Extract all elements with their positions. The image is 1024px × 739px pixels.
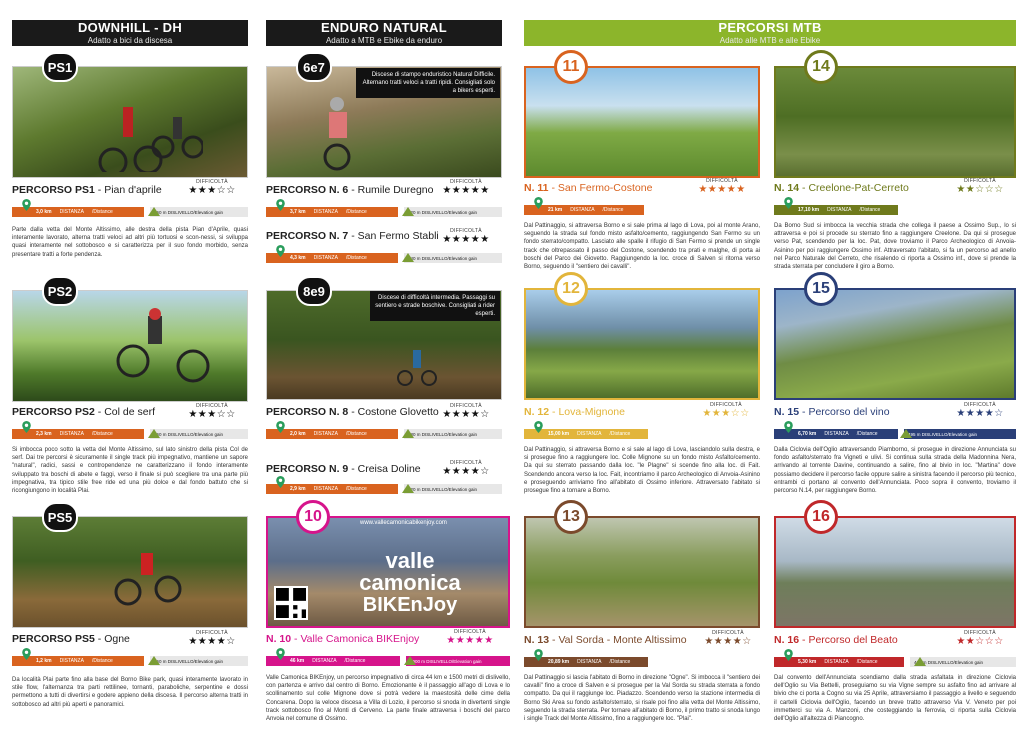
difficulty-n6 [430, 179, 502, 196]
rider-illustration [103, 306, 213, 386]
difficulty-stars: ★★★★★ [442, 185, 490, 196]
route-title-n15 [774, 406, 890, 419]
distance-value: 6,70 km [798, 431, 817, 437]
distance-bar [12, 656, 144, 666]
header-downhill [12, 20, 248, 46]
badge-11: 11 [554, 50, 588, 84]
distance-value: 20,89 km [548, 659, 570, 665]
description-ps2: Si imbocca poco sotto la vetta del Monte Altissimo, sul lato sinistro della pista Col de serf. Dai tre percorsi è sicuramente il single track più impegnativo, mantiene un sapore "natural", radici, sassi e contropendenze ne caratterizzano il fondo interamente sviluppato tra boschi di abete e faggi, verso il finale si può scegliere tra una parte più impegnativa, tra tipico stile free ride ed una più dolce e dal fondo battuto che si ricongiungono in località Plai. [12, 447, 248, 495]
elevation-value: 360 m DISLIVELLO/Elevation gain [150, 429, 248, 439]
distance-label-en: /Distance [91, 209, 113, 215]
difficulty-stars: ★★★★☆ [442, 466, 490, 477]
route-number: N. 10 [266, 633, 292, 645]
route-number: N. 16 [774, 634, 800, 646]
header-subtitle: Adatto a MTB e Ebike da enduro [325, 36, 443, 45]
distance-bar [12, 207, 144, 217]
stats-n8 [266, 429, 502, 439]
distance-label: DISTANZA [59, 209, 84, 215]
distance-label-en: /Distance [345, 486, 367, 492]
difficulty-n7 [430, 228, 502, 245]
header-subtitle: Adatto a bici da discesa [87, 36, 173, 45]
route-name: - Creelone-Pat-Cerreto [802, 182, 909, 194]
description-n15: Dalla Ciclovia dell'Oglio attraversando Piamborno, si prosegue in direzione Annunciata su fondo asfalto/sterrato fra Vigneti e ulivi. Si continua sulla strada della Madonnina Nera, arrivando al torrente Davine, continuando a salire, fino al bivio in loc. "Martina" dove possiamo decidere il percorso facile oppure salire a sinistra facendo il percorso più tecnico, entrambi ci portano al convento dell'Annunciata. Poco sopra il convento, troviamo il percorso N.14, per raggiungere Borno. [774, 447, 1016, 495]
elevation-value: 495 m DISLIVELLO/Elevation gain [904, 429, 1016, 439]
distance-label-en: /Distance [859, 207, 881, 213]
route-number: N. 12 [524, 406, 550, 418]
stats-n12 [524, 429, 684, 439]
difficulty-ps2 [176, 403, 248, 420]
difficulty-label: DIFFICOLTÀ [196, 179, 228, 185]
distance-label-en: /Distance [345, 255, 367, 261]
route-map-icon [534, 197, 543, 209]
qr-code[interactable] [274, 586, 308, 620]
rider-illustration [113, 547, 183, 607]
route-prefix: PERCORSO [266, 230, 327, 242]
stats-n15 [774, 429, 1016, 439]
route-prefix: PERCORSO [266, 463, 327, 475]
distance-bar [266, 429, 398, 439]
difficulty-n10 [434, 629, 506, 646]
route-title-n14 [774, 182, 909, 195]
difficulty-n14 [944, 178, 1016, 195]
difficulty-stars: ★★★★★ [442, 234, 490, 245]
badge-ps1: PS1 [42, 52, 78, 82]
stats-ps2 [12, 429, 248, 439]
photo-ps5 [12, 516, 248, 628]
distance-value: 17,10 km [798, 207, 820, 213]
header-enduro [266, 20, 502, 46]
elevation-icon [402, 207, 414, 216]
route-map-icon [784, 649, 793, 661]
distance-label: DISTANZA [312, 658, 337, 664]
description-n11: Dal Pattinaggio, si attraversa Borno e si sale prima al lago di Lova, poi al monte Arano, seguendo la strada sul fondo misto asfalto/cemento, raggiungendo San Fermo su un fondo sterrato/compatto. Lasciato alle spalle il rifugio di San Fermo si prende un single track che oltrepassato il passo del Costone, scendendo tra prati e malghe, di porta ai boschi del Parco dei Giovetto. Raggiungendo la loc. croce di Salven si ritorna verso Borno, seguendo il "sentiero dei cavalli". [524, 223, 760, 271]
difficulty-label: DIFFICOLTÀ [450, 403, 482, 409]
photo-caption-n8: Discese di difficoltà intermedia. Passaggi su sentiero e strade boschive. Consigliati a rider esperti. [370, 291, 500, 321]
route-number: N. 11 [524, 182, 549, 194]
difficulty-n11 [686, 178, 758, 195]
distance-label-en: /Distance [856, 431, 878, 437]
distance-label: DISTANZA [577, 431, 602, 437]
difficulty-n8 [430, 403, 502, 420]
distance-value: 2,9 km [290, 486, 306, 492]
route-title-ps2 [12, 406, 155, 419]
route-title-ps5 [12, 633, 130, 646]
route-map-icon [784, 197, 793, 209]
route-map-icon [784, 421, 793, 433]
badge-13: 13 [554, 500, 588, 534]
route-number: PS5 [75, 633, 95, 645]
difficulty-ps5 [176, 630, 248, 647]
distance-value: 2,3 km [36, 431, 52, 437]
difficulty-label: DIFFICOLTÀ [964, 178, 996, 184]
header-title: DOWNHILL - DH [77, 20, 183, 35]
badge-ps5: PS5 [42, 502, 78, 532]
difficulty-stars: ★★★☆☆ [188, 409, 236, 420]
distance-value: 15,00 km [548, 431, 570, 437]
distance-label-en: /Distance [344, 658, 366, 664]
elevation-value: 380 m DISLIVELLO/Elevation gain [404, 429, 502, 439]
qr-pattern [276, 588, 306, 618]
logo-line3: BIKEnJoy [362, 594, 458, 616]
distance-label: DISTANZA [313, 255, 338, 261]
distance-label: DISTANZA [827, 207, 852, 213]
route-number: N. 13 [524, 634, 550, 646]
stats-n6 [266, 207, 502, 217]
distance-bar [266, 484, 398, 494]
photo-n12 [524, 288, 760, 400]
route-title-n8 [266, 406, 439, 419]
elevation-icon [148, 429, 160, 438]
photo-n14 [774, 66, 1016, 178]
header-title: PERCORSI MTB [718, 20, 822, 35]
stats-n10 [266, 656, 510, 666]
route-title-n7 [266, 230, 439, 243]
badge-6e7: 6e7 [296, 52, 332, 82]
logo-line1: valle [385, 548, 435, 573]
map-pin-icon [276, 199, 285, 211]
difficulty-label: DIFFICOLTÀ [710, 402, 742, 408]
stats-n11 [524, 205, 684, 215]
elevation-value: 740 m DISLIVELLO/Elevation gain [404, 253, 502, 263]
distance-label: DISTANZA [824, 659, 849, 665]
elevation-value: 360 m DISLIVELLO/Elevation gain [150, 656, 248, 666]
description-n16: Dal convento dell'Annunciata scendiamo dalla strada asfaltata in direzione Ciclovia dell'Oglio su Via Bettelli, proseguiamo su via Vigne sempre su asfalto fino ad arrivare al bivio che ci porta a Cogno su via 25 Aprile, attraversiamo il passaggio a livello e seguendo il cartelli Ciclovia dell'Oglio, facendo un breve tratto attraverso Via V. Veneto per poi immetterci su via A. Manzoni, che costeggiando la ferrovia, ci riporta sulla Ciclovia dell'Oglio all'altezza di Piancogno. [774, 675, 1016, 723]
route-name: - San Fermo Stabli [351, 230, 439, 242]
distance-value: 5,30 km [798, 659, 817, 665]
route-number: N. 14 [774, 182, 800, 194]
distance-label: DISTANZA [313, 431, 338, 437]
elevation-icon [148, 656, 160, 665]
photo-ps2 [12, 290, 248, 402]
route-name: - Rumile Duregno [351, 184, 434, 196]
rider-illustration [307, 92, 387, 172]
description-ps5: Da località Plai parte fino alla base del Borno Bike park, quasi interamente lavorato in stile flow, l'alternanza tra parti rettilinee, tornanti, paraboliche, serpentine e dossi permettono a tutti di divertirsi e godere appieno della discesa. Il percorso alterna tratti in sottobosco ad altri più aperti e panoramici. [12, 677, 248, 708]
difficulty-stars: ★★★★★ [698, 184, 746, 195]
badge-10: 10 [296, 500, 330, 534]
description-ps1: Parte dalla vetta del Monte Altissimo, alle destra della pista Pian d'Aprile, quasi interamente lavorato, alterna tratti veloci ad altri più tortuosi e scon-nessi, si sviluppa quasi interamente nel sottobosco e si caratterizza per il suo fondo morbido, senza presentare tratti a forte pendenza. [12, 227, 248, 258]
map-pin-icon [22, 199, 31, 211]
distance-value: 46 km [290, 658, 305, 664]
logo-line2: camonica [359, 570, 461, 595]
stats-ps1 [12, 207, 248, 217]
header-mtb [524, 20, 1016, 46]
elevation-icon [402, 429, 414, 438]
difficulty-label: DIFFICOLTÀ [450, 460, 482, 466]
route-name: - Creisa Doline [351, 463, 421, 475]
distance-label-en: /Distance [856, 659, 878, 665]
route-name: - Ogne [97, 633, 130, 645]
stats-n7 [266, 253, 502, 263]
route-map-icon [534, 421, 543, 433]
distance-label: DISTANZA [59, 658, 84, 664]
difficulty-n15 [944, 402, 1016, 419]
difficulty-label: DIFFICOLTÀ [706, 178, 738, 184]
badge-8e9: 8e9 [296, 276, 332, 306]
elevation-icon [404, 656, 416, 665]
distance-bar [266, 656, 400, 666]
difficulty-ps1 [176, 179, 248, 196]
badge-14: 14 [804, 50, 838, 84]
route-name: - Col de serf [97, 406, 155, 418]
route-title-n13 [524, 634, 687, 647]
distance-value: 3,0 km [36, 209, 52, 215]
distance-bar [774, 657, 904, 667]
bikenjoy-logo [330, 550, 490, 616]
distance-bar [266, 207, 398, 217]
badge-16: 16 [804, 500, 838, 534]
distance-label-en: /Distance [609, 431, 631, 437]
description-n14: Da Borno Sud si imbocca la vecchia strada che collega il paese a Ossimo Sup., lo si attraversa e poi si procede su sterrato fino a raggiungere Creelone. Da qui si prosegue verso Pat, scendendo per la loc. Pat, dove troviamo il Parco Archeologico di Anvoia-Asinino per poi raggiungere Ossimo inf. Attraversato l'abitato, si fa un percorso ad anello nel Parco Naturale del Cerreto, che risalendo ci riporta a Ossimo inf., dove si prende la strada sterrata per concludere il giro a Borno. [774, 223, 1016, 271]
route-name: - Percorso del vino [802, 406, 890, 418]
difficulty-stars: ★★★★☆ [442, 409, 490, 420]
route-prefix: PERCORSO [12, 633, 73, 645]
route-number: N. 7 [329, 230, 349, 242]
bikenjoy-url[interactable]: www.vallecamonicabikenjoy.com [360, 520, 447, 526]
elevation-value: 1900 m DISLIVELLO/Elevation gain [406, 656, 510, 666]
badge-15: 15 [804, 272, 838, 306]
distance-value: 3,7 km [290, 209, 306, 215]
elevation-value: 420 m DISLIVELLO/Elevation gain [404, 207, 502, 217]
distance-label: DISTANZA [824, 431, 849, 437]
rider-illustration [397, 346, 437, 386]
route-number: N. 9 [329, 463, 349, 475]
distance-label-en: /Distance [345, 209, 367, 215]
difficulty-label: DIFFICOLTÀ [454, 629, 486, 635]
description-n12: Dal Pattinaggio, si attraversa Borno e si sale al lago di Lova, lasciandolo sulla destra, e si prosegue fino a raggiungere loc. Colle Mignone su un fondo misto Asfalto/cemento. Da qui su sterrato passando dalla loc. "le Plagne" si scende fino alla loc. di Fait. Scendendo ancora verso la loc. Fait, incontriamo il parco Archeologico di Anvoia-Asinino e proseguendo arriviamo fino all'abitato di Ossimo inferiore. Attraversato l'abitato si prosegue fino a tornare a Borno. [524, 447, 760, 495]
difficulty-stars: ★★★☆☆ [702, 408, 750, 419]
route-title-n10 [266, 633, 419, 646]
route-number: PS2 [75, 406, 95, 418]
elevation-value: 420 m DISLIVELLO/Elevation gain [404, 484, 502, 494]
stats-n9 [266, 484, 502, 494]
difficulty-stars: ★★★★☆ [188, 636, 236, 647]
difficulty-label: DIFFICOLTÀ [450, 179, 482, 185]
route-number: N. 8 [329, 406, 349, 418]
distance-label-en: /Distance [345, 431, 367, 437]
description-n10: Valle Camonica BIKEnjoy, un percorso impegnativo di circa 44 km e 1500 metri di dislivello, con partenza e arrivo dal centro di Borno. Emozionante è il passaggio all'ago di Lova e lo scollinamento sul colle Mignone dove si potrà vedere la maestosità delle cime della Concarena. Dopo la veloce discesa a Villa di Lozio, il percorso si snoda in divertenti single track sottobosco fino al Monti di Cerveno. La parte finale attraversa i boschi del parco Anvoia nel comune di Ossimo. [266, 675, 510, 723]
photo-n16 [774, 516, 1016, 628]
route-name: - Val Sorda - Monte Altissimo [552, 634, 687, 646]
distance-label-en: /Distance [602, 207, 624, 213]
route-prefix: PERCORSO [266, 184, 327, 196]
elevation-value: 360 m DISLIVELLO/Elevation gain [150, 207, 248, 217]
photo-caption-n6: Discese di stampo enduristico Natural Difficile. Alternano tratti veloci a tratti ripidi. Consigliati solo a bikers esperti. [356, 68, 500, 98]
distance-label: DISTANZA [577, 659, 602, 665]
description-n13: Dal Pattinaggio si lascia l'abitato di Borno in direzione "Ogne". Si imbocca il "sentiero dei cavalli" fino a croce di Salven e si prosegue per la Val Sorda su strada sterrata a fondo compatto. Da qui il raggiunge loc. Piadazzo. Scendendo verso la stazione intermedia di Borno Ski Area su fondo asfalto/sterrato, si risale poi fino alla vetta del Monte Altissimo, seguendo la strada sterrata. Per tornare all'abitato di Borno, il primo tratto si snoda lungo i single Track del Monte Altissimo, fino a raggiungere loc. "Plai". [524, 675, 760, 723]
distance-label: DISTANZA [570, 207, 595, 213]
stats-n14 [774, 205, 944, 215]
badge-ps2: PS2 [42, 276, 78, 306]
header-subtitle: Adatto alle MTB e alle Ebike [719, 36, 821, 45]
route-name: - Costone Glovetto [351, 406, 439, 418]
elevation-icon [402, 484, 414, 493]
route-name: - Percorso del Beato [802, 634, 898, 646]
distance-label-en: /Distance [91, 658, 113, 664]
photo-n13 [524, 516, 760, 628]
stats-ps5 [12, 656, 248, 666]
difficulty-n16 [944, 630, 1016, 647]
map-pin-icon [22, 421, 31, 433]
difficulty-stars: ★★☆☆☆ [956, 184, 1004, 195]
stats-n16 [774, 657, 1016, 667]
difficulty-stars: ★★★☆☆ [188, 185, 236, 196]
route-title-n9 [266, 463, 421, 476]
route-title-n6 [266, 184, 434, 197]
difficulty-label: DIFFICOLTÀ [964, 630, 996, 636]
photo-n11 [524, 66, 760, 178]
difficulty-label: DIFFICOLTÀ [964, 402, 996, 408]
map-pin-icon [22, 648, 31, 660]
elevation-icon [914, 657, 926, 666]
difficulty-n12 [690, 402, 762, 419]
map-pin-icon [276, 245, 285, 257]
distance-label-en: /Distance [609, 659, 631, 665]
elevation-value: 460 m DISLIVELLO/Elevation gain [910, 657, 1016, 667]
photo-ps1 [12, 66, 248, 178]
difficulty-label: DIFFICOLTÀ [450, 228, 482, 234]
map-pin-icon [276, 421, 285, 433]
distance-value: 2,0 km [290, 431, 306, 437]
difficulty-stars: ★★☆☆☆ [956, 636, 1004, 647]
distance-label-en: /Distance [91, 431, 113, 437]
distance-label: DISTANZA [313, 209, 338, 215]
elevation-icon [402, 253, 414, 262]
route-number: PS1 [75, 184, 95, 196]
route-name: - Lova-Mignone [552, 406, 625, 418]
difficulty-stars: ★★★★★ [446, 635, 494, 646]
route-name: - San Fermo-Costone [551, 182, 653, 194]
difficulty-stars: ★★★★☆ [704, 636, 752, 647]
route-name: - Valle Camonica BIKEnjoy [294, 633, 420, 645]
route-title-n12 [524, 406, 625, 419]
difficulty-label: DIFFICOLTÀ [196, 403, 228, 409]
photo-n15 [774, 288, 1016, 400]
elevation-icon [900, 429, 912, 438]
route-title-n11 [524, 182, 652, 195]
difficulty-label: DIFFICOLTÀ [196, 630, 228, 636]
route-prefix: PERCORSO [12, 406, 73, 418]
distance-bar [12, 429, 144, 439]
route-prefix: PERCORSO [12, 184, 73, 196]
route-title-n16 [774, 634, 898, 647]
route-prefix: PERCORSO [266, 406, 327, 418]
route-number: N. 15 [774, 406, 800, 418]
distance-value: 1,2 km [36, 658, 52, 664]
rider-illustration [93, 92, 203, 172]
distance-label: DISTANZA [59, 431, 84, 437]
distance-bar [266, 253, 398, 263]
difficulty-n13 [692, 630, 764, 647]
map-pin-icon [276, 476, 285, 488]
header-title: ENDURO NATURAL [320, 20, 447, 35]
route-number: N. 6 [329, 184, 349, 196]
stats-n13 [524, 657, 684, 667]
distance-label: DISTANZA [313, 486, 338, 492]
route-map-icon [534, 649, 543, 661]
difficulty-stars: ★★★★☆ [956, 408, 1004, 419]
badge-12: 12 [554, 272, 588, 306]
difficulty-label: DIFFICOLTÀ [712, 630, 744, 636]
route-name: - Pian d'aprile [97, 184, 162, 196]
difficulty-n9 [430, 460, 502, 477]
distance-value: 4,3 km [290, 255, 306, 261]
map-pin-icon [276, 648, 285, 660]
distance-value: 21 km [548, 207, 563, 213]
elevation-icon [148, 207, 160, 216]
route-title-ps1 [12, 184, 162, 197]
